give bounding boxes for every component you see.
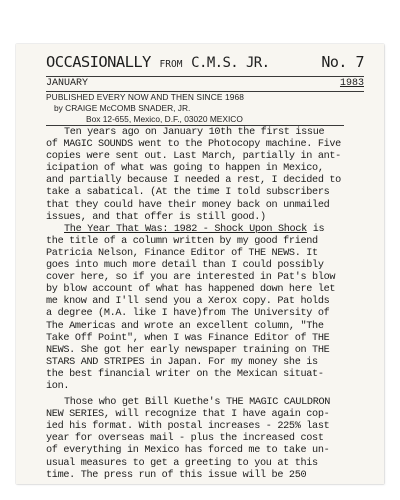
masthead bbox=[46, 53, 364, 76]
issue-month: JANUARY bbox=[46, 78, 89, 89]
paragraph-1 bbox=[46, 127, 364, 224]
address-line: Box 12-655, Mexico, D.F., 03020 MEXICO bbox=[46, 114, 344, 126]
text-line: issues, and that offer is still good.) bbox=[46, 211, 266, 223]
text-line: ied his format. With postal increases - 225% last bbox=[46, 421, 330, 433]
text-line: ion. bbox=[46, 380, 70, 392]
text-line: of MAGIC SOUNDS went to the Photocopy machine. Five bbox=[46, 139, 341, 151]
text-line: copies were sent out. Last March, partially in ant- bbox=[46, 151, 341, 163]
text-line: year for overseas mail - plus the increased cost bbox=[46, 433, 324, 445]
text-line: me know and I'll send you a Xerox copy. Pat holds bbox=[46, 296, 330, 308]
section-title-line bbox=[46, 224, 364, 236]
text-line: cover here, so if you are interested in Pat's blow bbox=[46, 272, 336, 284]
publish-line: PUBLISHED EVERY NOW AND THEN SINCE 1968 bbox=[46, 91, 364, 103]
title-main: OCCASIONALLY bbox=[46, 53, 151, 71]
text-line: that they could have their money back on unmailed bbox=[46, 199, 330, 211]
text-line: usual measures to get a greeting to you at this bbox=[46, 457, 318, 469]
text-line: Those who get Bill Kuethe's THE MAGIC CAULDRON bbox=[64, 397, 331, 409]
issue-year: 1983 bbox=[339, 78, 364, 89]
issue-number: No. 7 bbox=[321, 53, 364, 71]
author-line: by CRAIGE McCOMB SNADER, JR. bbox=[54, 103, 191, 113]
text-line: icipation of what was going to happen in Mexico, bbox=[46, 163, 324, 175]
title-cms: C.M.S. JR. bbox=[191, 55, 270, 71]
paragraph-2 bbox=[46, 224, 364, 393]
text-line: of everything in Mexico has forced me to take un- bbox=[46, 445, 330, 457]
text-line: by blow account of what has happened down here let bbox=[46, 284, 336, 296]
newsletter-page bbox=[16, 44, 384, 484]
text-line: NEWS. She got her early newspaper training on THE bbox=[46, 344, 330, 356]
text-line: time. The press run of this issue will be 250 bbox=[46, 469, 307, 481]
title-from: FROM bbox=[159, 59, 183, 70]
text-line: The Americas and wrote an excellent column, "The bbox=[46, 320, 324, 332]
text-line: Patricia Nelson, Finance Editor of THE NEWS. It bbox=[46, 247, 318, 259]
section-title: The Year That Was: 1982 - Shock Upon Shock bbox=[64, 223, 307, 235]
text-line: Take Off Point", when I was Finance Editor of THE bbox=[46, 332, 330, 344]
section-title-rest: is bbox=[306, 223, 325, 235]
text-line: STARS AND STRIPES in Japan. For my money she is bbox=[46, 356, 318, 368]
text-line: the title of a column written by my good friend bbox=[46, 235, 318, 247]
text-line: Ten years ago on January 10th the first issue bbox=[64, 127, 325, 138]
text-line: goes into much more detail than I could possibly bbox=[46, 260, 324, 272]
newsletter-title bbox=[46, 53, 269, 71]
text-line: and partially because I needed a rest, I decided to bbox=[46, 175, 341, 187]
article-body bbox=[46, 127, 364, 482]
paragraph-3 bbox=[46, 397, 364, 482]
text-line: NEW SERIES, will recognize that I have again cop- bbox=[46, 409, 330, 421]
text-line: take a sabatical. (At the time I told subscribers bbox=[46, 187, 330, 199]
date-line bbox=[46, 76, 364, 91]
text-line: the best financial writer on the Mexican situat- bbox=[46, 368, 324, 380]
text-line: a degree (M.A. like I have)from The University of bbox=[46, 308, 330, 320]
